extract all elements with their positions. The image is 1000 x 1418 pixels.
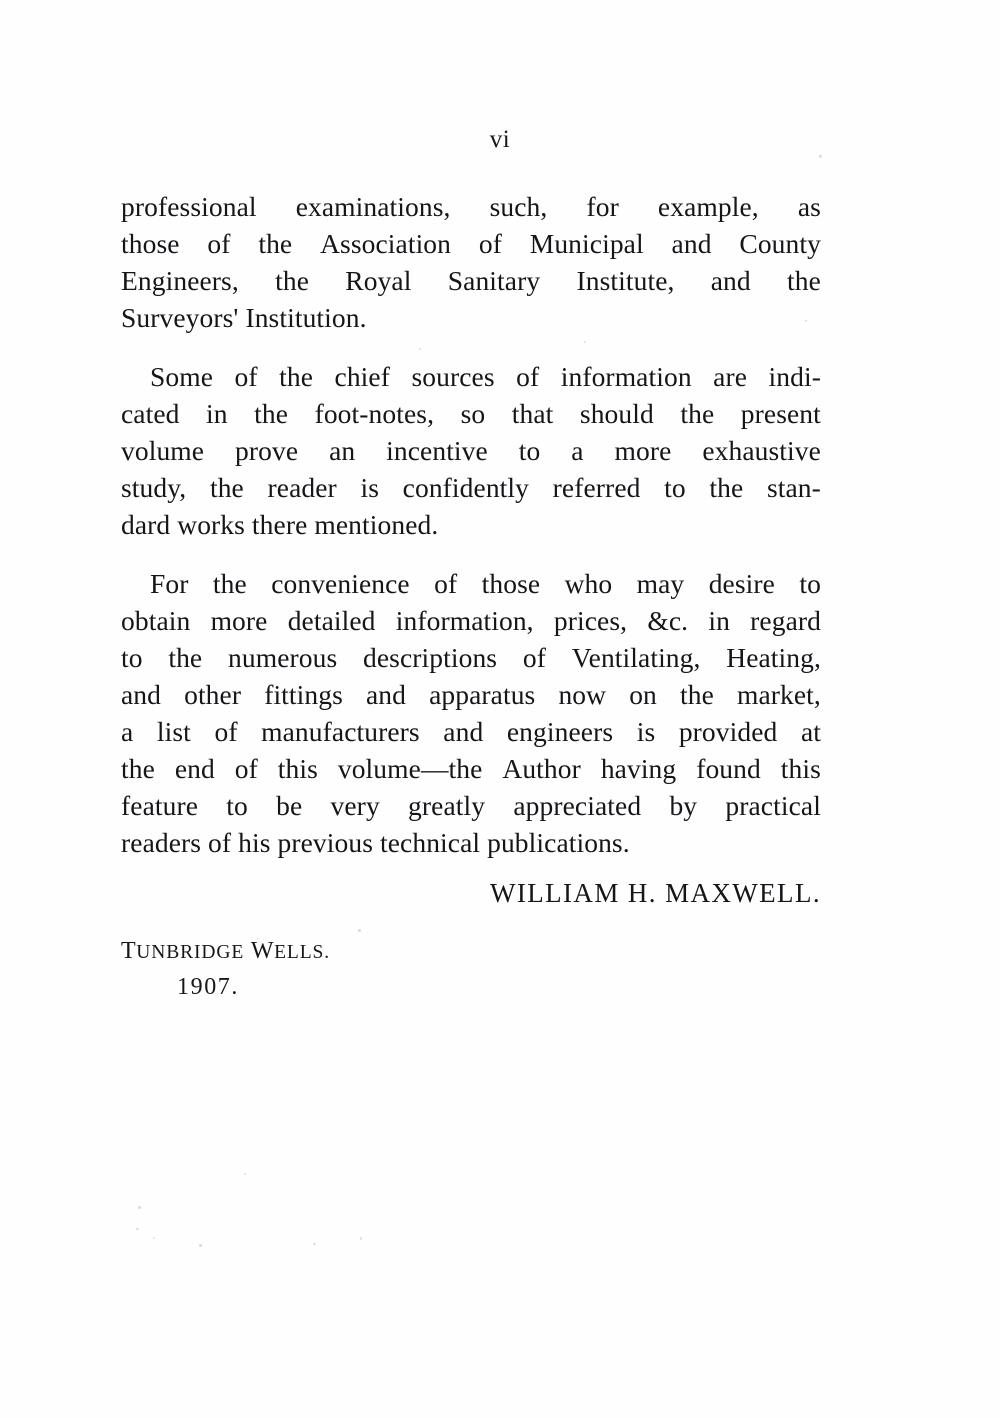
- word: by: [669, 790, 698, 821]
- text-line: [121, 469, 821, 506]
- word: incentive: [386, 435, 488, 466]
- scan-speckle: [360, 1237, 362, 1240]
- word: market,: [736, 679, 821, 710]
- scan-speckle: [153, 1237, 155, 1239]
- text-line: [121, 188, 821, 225]
- word: Surveyors' Institution.: [121, 302, 367, 333]
- text-line: [121, 262, 821, 299]
- word: more: [210, 605, 268, 636]
- place-smallcaps-2: ELLS.: [274, 942, 331, 963]
- word: and: [443, 716, 484, 747]
- text-line: [121, 787, 821, 824]
- word: obtain: [121, 605, 191, 636]
- word: at: [800, 716, 821, 747]
- word: that: [511, 398, 554, 429]
- text-line: [121, 713, 821, 750]
- word: County: [739, 228, 821, 259]
- word: fittings: [264, 679, 343, 710]
- word: of: [516, 361, 540, 392]
- paragraph-1: [121, 188, 821, 336]
- word: is: [360, 472, 380, 503]
- word: as: [797, 191, 821, 222]
- word: the: [709, 472, 744, 503]
- scan-speckle: [819, 155, 822, 158]
- word: may: [636, 568, 685, 599]
- word: prices,: [553, 605, 628, 636]
- word: the: [680, 398, 715, 429]
- word: this: [780, 753, 821, 784]
- word: prove: [235, 435, 299, 466]
- word: of: [478, 228, 502, 259]
- word: the: [275, 265, 310, 296]
- word: and: [121, 679, 162, 710]
- word: manufacturers: [261, 716, 420, 747]
- body-text-block: [121, 188, 821, 861]
- word: very: [330, 790, 380, 821]
- word: reader: [267, 472, 337, 503]
- place-name: [121, 938, 821, 965]
- word: Heating,: [726, 642, 821, 673]
- word: numerous: [228, 642, 338, 673]
- word: example,: [657, 191, 759, 222]
- word: a: [121, 716, 134, 747]
- word: of: [434, 568, 458, 599]
- word: is: [636, 716, 656, 747]
- word: apparatus: [429, 679, 536, 710]
- word: now: [558, 679, 607, 710]
- word: convenience: [271, 568, 410, 599]
- text-line: [121, 395, 821, 432]
- word: greatly: [408, 790, 486, 821]
- word: exhaustive: [702, 435, 821, 466]
- word: Association: [320, 228, 452, 259]
- text-line: [121, 299, 821, 336]
- word: the: [168, 642, 203, 673]
- word: volume: [121, 435, 205, 466]
- word: to: [226, 790, 248, 821]
- scan-speckle: [313, 1243, 316, 1245]
- place-smallcaps-1: UNBRIDGE: [136, 942, 245, 963]
- word: information: [560, 361, 692, 392]
- word: this: [277, 753, 318, 784]
- word: examinations,: [295, 191, 451, 222]
- word: information,: [395, 605, 534, 636]
- word: having: [600, 753, 677, 784]
- word: stan-: [766, 472, 821, 503]
- word: more: [614, 435, 672, 466]
- word: a: [571, 435, 584, 466]
- word: who: [564, 568, 613, 599]
- word: the: [679, 679, 714, 710]
- word: be: [276, 790, 303, 821]
- word: Some: [150, 361, 214, 392]
- author-signature: WILLIAM H. MAXWELL.: [489, 878, 821, 908]
- text-line: [121, 639, 821, 676]
- word: provided: [678, 716, 778, 747]
- word: readers of his previous technical publications.: [121, 827, 630, 858]
- word: feature: [121, 790, 199, 821]
- word: and: [710, 265, 751, 296]
- word: on: [629, 679, 657, 710]
- word: &c.: [647, 605, 689, 636]
- text-line: [121, 602, 821, 639]
- word: in: [708, 605, 730, 636]
- word: professional: [121, 191, 257, 222]
- word: present: [740, 398, 821, 429]
- word: engineers: [506, 716, 614, 747]
- word: of: [522, 642, 546, 673]
- word: sources: [411, 361, 495, 392]
- word: cated: [121, 398, 180, 429]
- scan-speckle: [199, 1244, 202, 1247]
- word: those: [481, 568, 541, 599]
- word: the: [258, 228, 293, 259]
- word: other: [184, 679, 242, 710]
- word: should: [579, 398, 654, 429]
- word: are: [713, 361, 748, 392]
- word: found: [696, 753, 761, 784]
- place-initial-2: W: [250, 938, 275, 964]
- word: study,: [121, 472, 187, 503]
- text-line: [121, 358, 821, 395]
- paragraph-3: [121, 565, 821, 861]
- word: desire: [708, 568, 775, 599]
- word: the: [787, 265, 821, 296]
- word: the: [209, 472, 244, 503]
- text-line: [121, 565, 821, 602]
- word: of: [214, 716, 238, 747]
- word: For: [150, 568, 189, 599]
- colophon: [121, 938, 821, 1001]
- word: the: [121, 753, 155, 784]
- page-number: vi: [489, 126, 511, 153]
- word: Sanitary: [447, 265, 541, 296]
- word: to: [664, 472, 686, 503]
- word: such,: [489, 191, 548, 222]
- publication-year: 1907.: [177, 974, 239, 1000]
- scan-speckle: [136, 1228, 139, 1230]
- text-line: [121, 676, 821, 713]
- word: and: [366, 679, 407, 710]
- word: list: [156, 716, 191, 747]
- word: the: [279, 361, 314, 392]
- scan-speckle: [138, 1206, 141, 1209]
- word: to: [518, 435, 541, 466]
- word: descriptions: [363, 642, 498, 673]
- word: indi-: [768, 361, 821, 392]
- word: referred: [552, 472, 641, 503]
- word: the: [212, 568, 247, 599]
- word: foot-notes,: [314, 398, 435, 429]
- word: end: [174, 753, 215, 784]
- paragraph-2: [121, 358, 821, 543]
- place-space: [244, 938, 251, 964]
- word: in: [206, 398, 228, 429]
- word: regard: [750, 605, 821, 636]
- word: of: [234, 753, 258, 784]
- scan-speckle: [358, 929, 361, 932]
- word: the: [254, 398, 289, 429]
- text-line: [121, 750, 821, 787]
- word: Royal: [345, 265, 412, 296]
- word: detailed: [287, 605, 376, 636]
- word: to: [799, 568, 821, 599]
- text-line: [121, 225, 821, 262]
- word: those: [121, 228, 180, 259]
- text-line: [121, 506, 821, 543]
- word: of: [207, 228, 231, 259]
- text-line: [121, 824, 821, 861]
- word: Institute,: [576, 265, 675, 296]
- text-line: [121, 432, 821, 469]
- word: of: [234, 361, 258, 392]
- word: Engineers,: [121, 265, 239, 296]
- word: practical: [725, 790, 821, 821]
- word: so: [460, 398, 486, 429]
- word: to: [121, 642, 143, 673]
- word: confidently: [402, 472, 530, 503]
- scan-speckle: [244, 1173, 246, 1175]
- word: Author: [502, 753, 581, 784]
- word: and: [671, 228, 712, 259]
- word: appreciated: [513, 790, 642, 821]
- word: dard works there mentioned.: [121, 509, 439, 540]
- place-initial-1: T: [121, 938, 137, 964]
- word: volume—the: [337, 753, 483, 784]
- word: for: [586, 191, 619, 222]
- word: chief: [334, 361, 390, 392]
- word: Ventilating,: [571, 642, 701, 673]
- word: Municipal: [529, 228, 644, 259]
- word: an: [329, 435, 356, 466]
